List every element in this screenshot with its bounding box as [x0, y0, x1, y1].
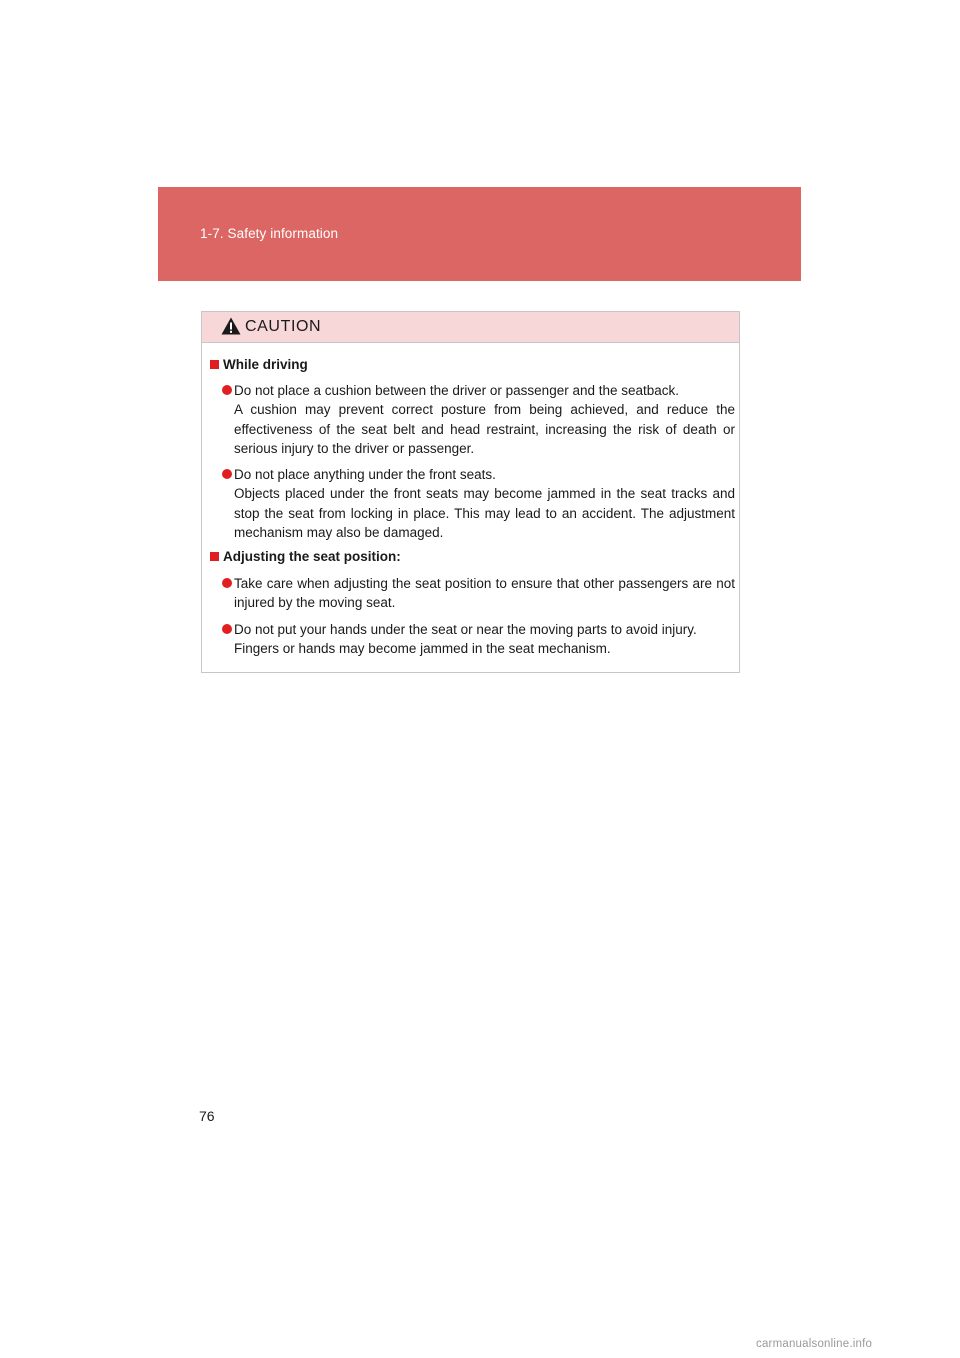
item-description: Fingers or hands may become jammed in the seat mechanism. — [234, 641, 611, 657]
circle-bullet-icon — [222, 624, 232, 634]
list-item — [222, 620, 735, 659]
watermark: carmanualsonline.info — [756, 1338, 873, 1350]
circle-bullet-icon — [222, 385, 232, 395]
page-number: 76 — [199, 1108, 215, 1124]
square-bullet-icon — [210, 552, 219, 561]
list-item — [222, 574, 735, 613]
section-title: 1-7. Safety information — [200, 226, 339, 241]
item-lead: Do not place a cushion between the driver or passenger and the seatback. — [234, 383, 680, 398]
item-description: Objects placed under the front seats may become jammed in the seat tracks and stop the seat from locking in place. This may lead to an accident. The adjustment mechanism may also be damaged. — [234, 486, 735, 541]
item-lead: Do not put your hands under the seat or near the moving parts to avoid injury. — [234, 622, 697, 637]
section-heading-while-driving: While driving — [210, 357, 308, 372]
square-bullet-icon — [210, 360, 219, 369]
item-lead: Do not place anything under the front seats. — [234, 467, 496, 482]
caution-header — [202, 312, 739, 343]
circle-bullet-icon — [222, 578, 232, 588]
list-item — [222, 465, 735, 543]
item-description: A cushion may prevent correct posture from being achieved, and reduce the effectiveness of the seat belt and head restraint, increasing the risk of death or serious injury to the driver or passenger. — [234, 402, 735, 457]
caution-box — [201, 311, 740, 673]
caution-title: CAUTION — [245, 318, 322, 335]
header-band — [158, 187, 801, 281]
list-item — [222, 381, 735, 459]
warning-icon — [221, 317, 241, 335]
item-description: Take care when adjusting the seat position to ensure that other passengers are not injured by the moving seat. — [234, 576, 735, 611]
circle-bullet-icon — [222, 469, 232, 479]
section-heading-adjusting-seat: Adjusting the seat position: — [210, 549, 401, 564]
